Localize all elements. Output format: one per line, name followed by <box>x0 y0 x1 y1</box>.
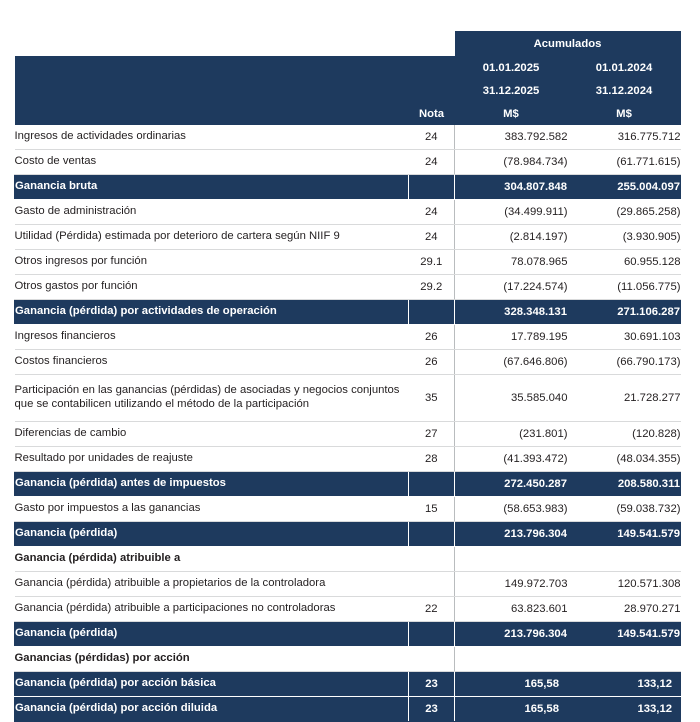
row-concept: Costos financieros <box>15 350 409 375</box>
row-concept: Ingresos de actividades ordinarias <box>15 125 409 150</box>
row-nota: 24 <box>409 150 455 175</box>
row-nota <box>409 572 455 597</box>
row-value-2025: 304.807.848 <box>455 175 568 200</box>
table-row <box>15 275 681 300</box>
table-row <box>15 422 681 447</box>
row-value-2024: 149.541.579 <box>568 522 681 547</box>
row-value-2025: 165,58 <box>455 672 568 697</box>
row-nota: 29.1 <box>409 250 455 275</box>
row-value-2024: (61.771.615) <box>568 150 681 175</box>
row-value-2025: 149.972.703 <box>455 572 568 597</box>
row-concept: Participación en las ganancias (pérdidas) de asociadas y negocios conjuntos que se contabilicen utilizando el método de la participación <box>15 375 409 422</box>
row-value-2024: (120.828) <box>568 422 681 447</box>
table-row <box>15 597 681 622</box>
row-nota <box>409 622 455 647</box>
header-concept-blank <box>15 56 409 125</box>
header-date-to-2024: 31.12.2024 <box>568 79 681 102</box>
row-nota <box>409 522 455 547</box>
row-nota <box>409 547 455 572</box>
row-nota: 22 <box>409 597 455 622</box>
row-nota: 24 <box>409 200 455 225</box>
row-concept: Otros gastos por función <box>15 275 409 300</box>
row-value-2025: 63.823.601 <box>455 597 568 622</box>
row-concept: Otros ingresos por función <box>15 250 409 275</box>
row-value-2024: 120.571.308 <box>568 572 681 597</box>
header-unit-2024: M$ <box>568 102 681 125</box>
table-row <box>15 250 681 275</box>
row-value-2025: (2.814.197) <box>455 225 568 250</box>
row-nota: 26 <box>409 350 455 375</box>
table-row <box>15 572 681 597</box>
header-nota-blank <box>409 56 455 102</box>
row-nota: 23 <box>409 672 455 697</box>
row-value-2025 <box>455 647 568 672</box>
row-concept: Ganancia (pérdida) atribuible a <box>15 547 409 572</box>
row-value-2025: 213.796.304 <box>455 622 568 647</box>
header-group-acumulados: Acumulados <box>455 31 681 56</box>
table-row <box>15 225 681 250</box>
row-concept: Ganancia (pérdida) por actividades de operación <box>15 300 409 325</box>
table-row <box>15 150 681 175</box>
row-nota: 29.2 <box>409 275 455 300</box>
row-concept: Ganancia (pérdida) por acción diluida <box>15 697 409 722</box>
row-nota: 24 <box>409 225 455 250</box>
row-value-2025: (67.646.806) <box>455 350 568 375</box>
row-concept: Ganancias (pérdidas) por acción <box>15 647 409 672</box>
row-value-2024: (11.056.775) <box>568 275 681 300</box>
row-concept: Costo de ventas <box>15 150 409 175</box>
row-value-2024: (3.930.905) <box>568 225 681 250</box>
row-nota: 26 <box>409 325 455 350</box>
row-concept: Ganancia (pérdida) atribuible a participaciones no controladoras <box>15 597 409 622</box>
row-nota: 15 <box>409 497 455 522</box>
header-date-to-2025: 31.12.2025 <box>455 79 568 102</box>
row-nota <box>409 175 455 200</box>
row-value-2024: 316.775.712 <box>568 125 681 150</box>
header-date-from-2025: 01.01.2025 <box>455 56 568 79</box>
table-header <box>15 31 681 125</box>
row-value-2024: 149.541.579 <box>568 622 681 647</box>
row-value-2024: 60.955.128 <box>568 250 681 275</box>
row-value-2024: (29.865.258) <box>568 200 681 225</box>
row-nota: 23 <box>409 697 455 722</box>
row-value-2025: (58.653.983) <box>455 497 568 522</box>
row-value-2025: (78.984.734) <box>455 150 568 175</box>
table-row <box>15 175 681 200</box>
row-value-2025: 213.796.304 <box>455 522 568 547</box>
row-concept: Gasto de administración <box>15 200 409 225</box>
table-row <box>15 300 681 325</box>
row-nota: 35 <box>409 375 455 422</box>
income-statement-table <box>14 31 681 722</box>
header-spacer-concept <box>15 31 409 56</box>
row-value-2024: 255.004.097 <box>568 175 681 200</box>
row-value-2024: 133,12 <box>568 672 681 697</box>
table-row <box>15 522 681 547</box>
table-row <box>15 350 681 375</box>
row-value-2024: 30.691.103 <box>568 325 681 350</box>
row-nota: 27 <box>409 422 455 447</box>
row-value-2025: 165,58 <box>455 697 568 722</box>
header-row-group <box>15 31 681 56</box>
table-row <box>15 697 681 722</box>
row-value-2024 <box>568 547 681 572</box>
row-value-2025: (231.801) <box>455 422 568 447</box>
row-value-2024: 208.580.311 <box>568 472 681 497</box>
row-value-2025: 383.792.582 <box>455 125 568 150</box>
table-row <box>15 497 681 522</box>
row-concept: Diferencias de cambio <box>15 422 409 447</box>
row-nota: 28 <box>409 447 455 472</box>
row-value-2025: 78.078.965 <box>455 250 568 275</box>
table-body <box>15 125 681 722</box>
table-row <box>15 647 681 672</box>
row-nota <box>409 647 455 672</box>
row-value-2024: 133,12 <box>568 697 681 722</box>
row-concept: Ganancia (pérdida) <box>15 522 409 547</box>
row-value-2024: 21.728.277 <box>568 375 681 422</box>
row-value-2025: (17.224.574) <box>455 275 568 300</box>
row-value-2025: (34.499.911) <box>455 200 568 225</box>
row-value-2024: 28.970.271 <box>568 597 681 622</box>
table-row <box>15 447 681 472</box>
row-value-2025: 272.450.287 <box>455 472 568 497</box>
row-concept: Ganancia (pérdida) atribuible a propietarios de la controladora <box>15 572 409 597</box>
row-value-2025: 17.789.195 <box>455 325 568 350</box>
row-value-2025: 328.348.131 <box>455 300 568 325</box>
row-value-2025: 35.585.040 <box>455 375 568 422</box>
row-value-2025 <box>455 547 568 572</box>
table-row <box>15 547 681 572</box>
header-nota-label: Nota <box>409 102 455 125</box>
header-spacer-nota <box>409 31 455 56</box>
row-value-2025: (41.393.472) <box>455 447 568 472</box>
table-row <box>15 375 681 422</box>
row-concept: Ganancia (pérdida) <box>15 622 409 647</box>
row-concept: Resultado por unidades de reajuste <box>15 447 409 472</box>
row-value-2024 <box>568 647 681 672</box>
row-value-2024: (66.790.173) <box>568 350 681 375</box>
header-date-from-2024: 01.01.2024 <box>568 56 681 79</box>
row-concept: Ganancia bruta <box>15 175 409 200</box>
row-concept: Ganancia (pérdida) antes de impuestos <box>15 472 409 497</box>
row-concept: Utilidad (Pérdida) estimada por deterioro de cartera según NIIF 9 <box>15 225 409 250</box>
row-concept: Gasto por impuestos a las ganancias <box>15 497 409 522</box>
row-nota <box>409 300 455 325</box>
header-row-date-from <box>15 56 681 79</box>
table-row <box>15 125 681 150</box>
table-row <box>15 200 681 225</box>
row-value-2024: (59.038.732) <box>568 497 681 522</box>
row-nota <box>409 472 455 497</box>
row-nota: 24 <box>409 125 455 150</box>
table-row <box>15 622 681 647</box>
row-concept: Ingresos financieros <box>15 325 409 350</box>
row-value-2024: 271.106.287 <box>568 300 681 325</box>
row-concept: Ganancia (pérdida) por acción básica <box>15 672 409 697</box>
table-row <box>15 472 681 497</box>
table-row <box>15 325 681 350</box>
row-value-2024: (48.034.355) <box>568 447 681 472</box>
table-row <box>15 672 681 697</box>
header-unit-2025: M$ <box>455 102 568 125</box>
